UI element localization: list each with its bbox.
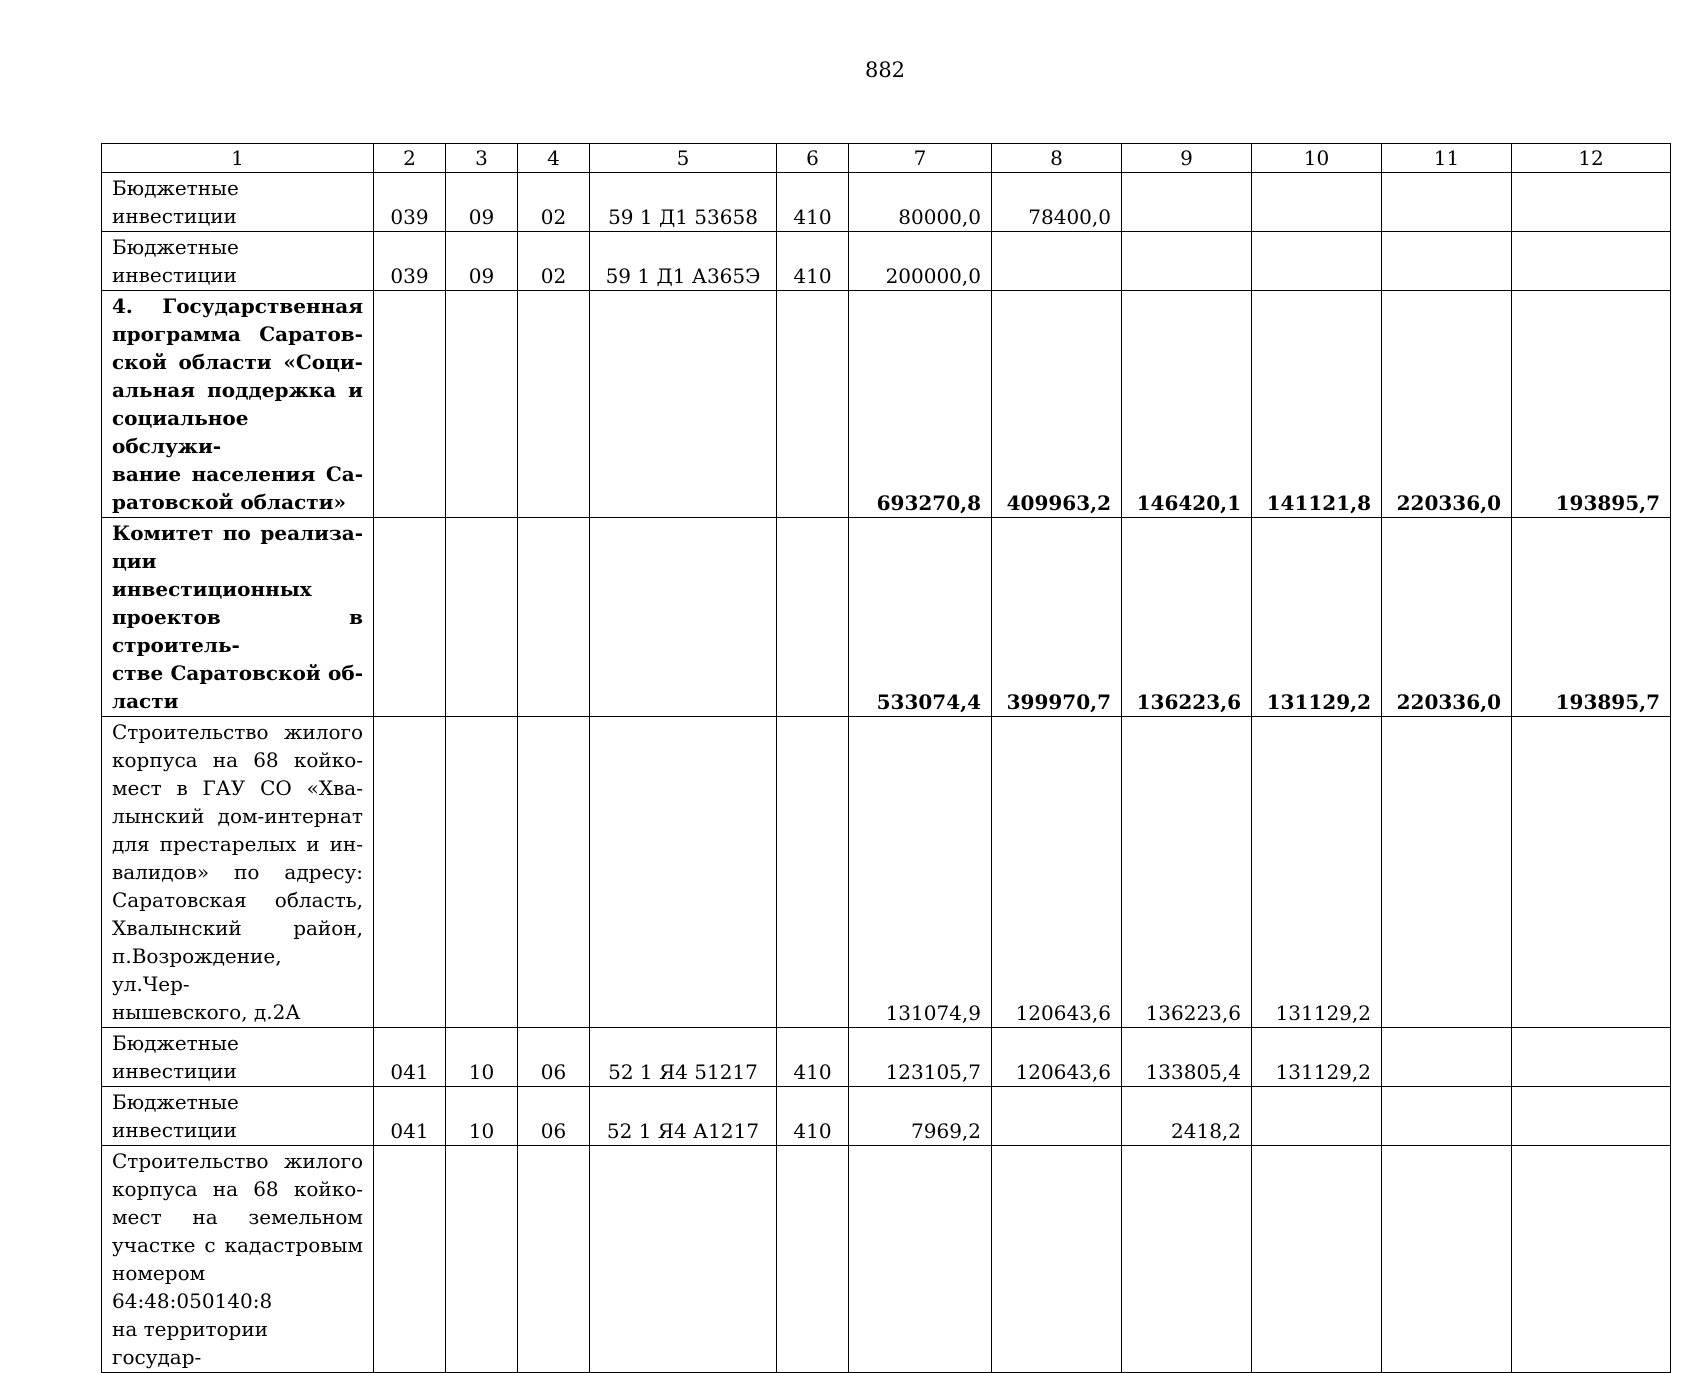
table-cell [1382,1028,1512,1087]
row-name-line: номером 64:48:050140:8 [112,1261,273,1313]
table-cell [446,1146,518,1373]
row-name-line: корпуса на 68 койко- [112,748,363,772]
row-name-line: 4. Государственная [112,294,363,318]
table-cell: 220336,0 [1382,518,1512,717]
column-header: 4 [518,144,590,173]
table-cell [777,291,849,518]
table-cell [590,717,777,1028]
row-name-line: Бюджетные инвестиции [112,1090,239,1142]
column-header: 3 [446,144,518,173]
table-cell: 131074,9 [849,717,992,1028]
table-cell: 410 [777,1028,849,1087]
row-name-line: ратовской области» [112,490,346,514]
table-cell: 120643,6 [992,717,1122,1028]
table-cell: 06 [518,1087,590,1146]
table-cell [1122,173,1252,232]
table-cell: 10 [446,1028,518,1087]
row-name-line: проектов в строитель- [112,605,363,657]
table-cell [777,518,849,717]
table-cell [1382,717,1512,1028]
table-cell: 041 [374,1087,446,1146]
table-cell: 52 1 Я4 51217 [590,1028,777,1087]
table-cell [1382,232,1512,291]
row-name-line: мест на земельном [112,1205,363,1229]
table-cell: 06 [518,1028,590,1087]
table-cell [518,518,590,717]
row-name-line: корпуса на 68 койко- [112,1177,363,1201]
row-name-line: ласти [112,689,179,713]
table-cell: 59 1 Д1 53658 [590,173,777,232]
table-row [102,1087,1671,1146]
row-name-line: участке с кадастровым [112,1233,363,1257]
table-row [102,232,1671,291]
column-header: 5 [590,144,777,173]
table-row [102,518,1671,717]
table-cell [374,717,446,1028]
table-cell: 533074,4 [849,518,992,717]
page-number: 882 [864,58,906,82]
table-cell [849,1146,992,1373]
row-name-line: Комитет по реализа- [112,521,363,545]
row-name-line: лынский дом-интернат [112,804,363,828]
row-name-cell [102,1087,374,1146]
table-cell: 131129,2 [1252,717,1382,1028]
table-cell [992,1146,1122,1373]
table-header-row [102,144,1671,173]
table-cell [1512,1028,1671,1087]
table-cell [446,291,518,518]
row-name-line: валидов» по адресу: [112,860,363,884]
table-cell: 039 [374,173,446,232]
row-name-line: вание населения Са- [112,462,363,486]
table-cell: 193895,7 [1512,518,1671,717]
table-cell [1382,1146,1512,1373]
table-cell [1382,1087,1512,1146]
table-cell [1252,232,1382,291]
table-row [102,1146,1671,1373]
row-name-cell [102,173,374,232]
row-name-line: Строительство жилого [112,1149,363,1173]
row-name-cell [102,291,374,518]
column-header: 10 [1252,144,1382,173]
table-cell: 80000,0 [849,173,992,232]
row-name-line: программа Саратов- [112,322,363,346]
table-cell: 136223,6 [1122,717,1252,1028]
table-cell: 693270,8 [849,291,992,518]
column-header: 7 [849,144,992,173]
row-name-line: Саратовская область, [112,888,363,912]
row-name-line: ской области «Соци- [112,350,363,374]
table-cell [446,717,518,1028]
table-cell [518,1146,590,1373]
table-cell [992,1087,1122,1146]
row-name-cell [102,1146,374,1373]
row-name-line: социальное обслужи- [112,406,249,458]
table-cell: 02 [518,232,590,291]
budget-table [101,143,1671,1373]
table-cell: 399970,7 [992,518,1122,717]
table-cell [1252,1087,1382,1146]
row-name-line: Хвалынский район, [112,916,363,940]
table-cell [518,291,590,518]
table-cell [1252,1146,1382,1373]
table-cell [590,291,777,518]
table-cell [1512,1146,1671,1373]
table-cell: 131129,2 [1252,1028,1382,1087]
column-header: 1 [102,144,374,173]
row-name-line: стве Саратовской об- [112,661,363,685]
table-cell [518,717,590,1028]
table-cell [777,1146,849,1373]
table-cell: 120643,6 [992,1028,1122,1087]
table-cell: 146420,1 [1122,291,1252,518]
column-header: 9 [1122,144,1252,173]
table-cell [374,291,446,518]
table-cell: 123105,7 [849,1028,992,1087]
row-name-line: нышевского, д.2А [112,1000,301,1024]
row-name-line: Бюджетные инвестиции [112,235,239,287]
table-cell: 133805,4 [1122,1028,1252,1087]
table-cell: 410 [777,232,849,291]
table-cell [1512,717,1671,1028]
table-cell: 041 [374,1028,446,1087]
table-cell: 200000,0 [849,232,992,291]
table-cell: 136223,6 [1122,518,1252,717]
table-cell: 59 1 Д1 А365Э [590,232,777,291]
table-cell: 52 1 Я4 А1217 [590,1087,777,1146]
table-cell: 193895,7 [1512,291,1671,518]
table-cell: 2418,2 [1122,1087,1252,1146]
table-cell [590,518,777,717]
row-name-line: альная поддержка и [112,378,363,402]
table-cell [992,232,1122,291]
row-name-line: Бюджетные инвестиции [112,1031,239,1083]
table-cell [1512,1087,1671,1146]
table-cell: 039 [374,232,446,291]
table-cell [1122,232,1252,291]
table-cell: 131129,2 [1252,518,1382,717]
table-row [102,291,1671,518]
row-name-cell [102,1028,374,1087]
table-cell: 141121,8 [1252,291,1382,518]
row-name-line: Строительство жилого [112,720,363,744]
table-cell: 10 [446,1087,518,1146]
table-cell [446,518,518,717]
column-header: 2 [374,144,446,173]
row-name-line: для престарелых и ин- [112,832,363,856]
row-name-line: на территории государ- [112,1317,269,1369]
table-cell: 410 [777,1087,849,1146]
row-name-line: Бюджетные инвестиции [112,176,239,228]
table-cell [777,717,849,1028]
row-name-cell [102,232,374,291]
table-cell: 78400,0 [992,173,1122,232]
table-cell: 220336,0 [1382,291,1512,518]
column-header: 11 [1382,144,1512,173]
column-header: 8 [992,144,1122,173]
table-cell: 410 [777,173,849,232]
table-cell: 409963,2 [992,291,1122,518]
table-cell [1512,173,1671,232]
table-cell: 02 [518,173,590,232]
table-cell [590,1146,777,1373]
row-name-line: ции инвестиционных [112,549,312,601]
table-cell [1512,232,1671,291]
table-cell [374,1146,446,1373]
table-cell [1382,173,1512,232]
row-name-cell [102,717,374,1028]
table-cell: 09 [446,232,518,291]
table-cell: 09 [446,173,518,232]
row-name-line: мест в ГАУ СО «Хва- [112,776,363,800]
table-cell [1122,1146,1252,1373]
table-cell [374,518,446,717]
row-name-line: п.Возрождение, ул.Чер- [112,944,282,996]
table-cell: 7969,2 [849,1087,992,1146]
table-row [102,1028,1671,1087]
table-cell [1252,173,1382,232]
table-row [102,717,1671,1028]
column-header: 12 [1512,144,1671,173]
row-name-cell [102,518,374,717]
column-header: 6 [777,144,849,173]
table-row [102,173,1671,232]
